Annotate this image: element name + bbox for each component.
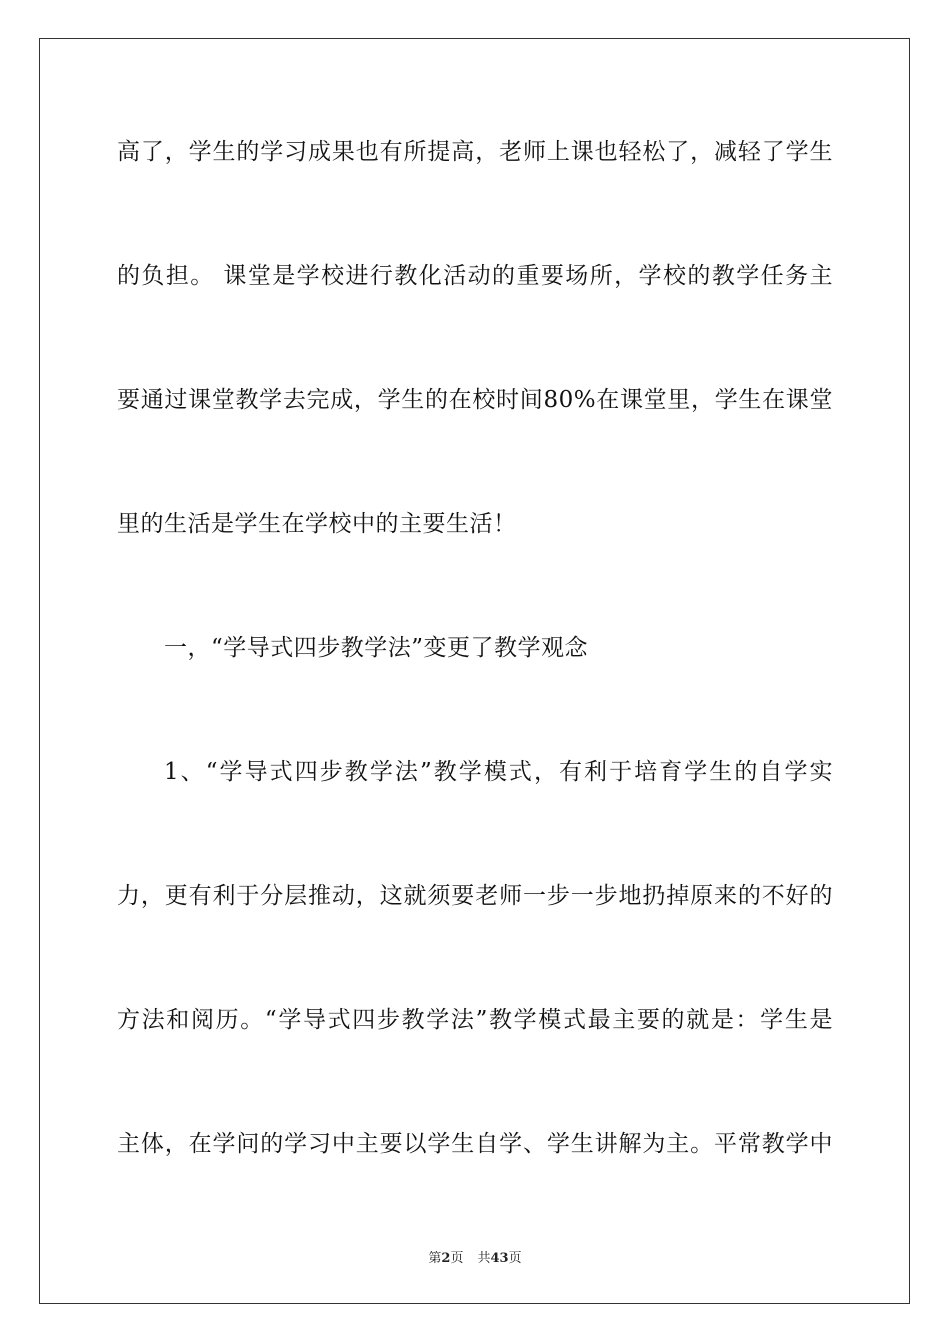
page-border (39, 38, 910, 1304)
page-prefix: 第 (428, 1251, 442, 1266)
page-footer (0, 1247, 950, 1266)
total-suffix: 页 (508, 1251, 522, 1266)
body-text-line-2: 的负担。 课堂是学校进行教化活动的重要场所，学校的教学任务主 (117, 263, 833, 289)
body-text-line-8: 方法和阅历。“学导式四步教学法”教学模式最主要的就是：学生是 (117, 1007, 833, 1033)
body-text-line-3: 要通过课堂教学去完成，学生的在校时间80%在课堂里，学生在课堂 (117, 387, 833, 413)
body-text-line-9: 主体，在学问的学习中主要以学生自学、学生讲解为主。平常教学中 (117, 1131, 833, 1157)
body-text-line-4: 里的生活是学生在学校中的主要生活！ (117, 511, 517, 537)
body-text-line-1: 高了，学生的学习成果也有所提高，老师上课也轻松了，减轻了学生 (117, 139, 833, 165)
total-pages: 43 (490, 1251, 509, 1266)
body-text-line-6: 1、“学导式四步教学法”教学模式，有利于培育学生的自学实 (164, 759, 833, 785)
page-number: 2 (441, 1251, 451, 1266)
section-heading: 一，“学导式四步教学法”变更了教学观念 (164, 635, 589, 661)
page-suffix: 页 (450, 1251, 464, 1266)
total-prefix: 共 (477, 1251, 491, 1266)
body-text-line-7: 力，更有利于分层推动，这就须要老师一步一步地扔掉原来的不好的 (117, 883, 833, 909)
